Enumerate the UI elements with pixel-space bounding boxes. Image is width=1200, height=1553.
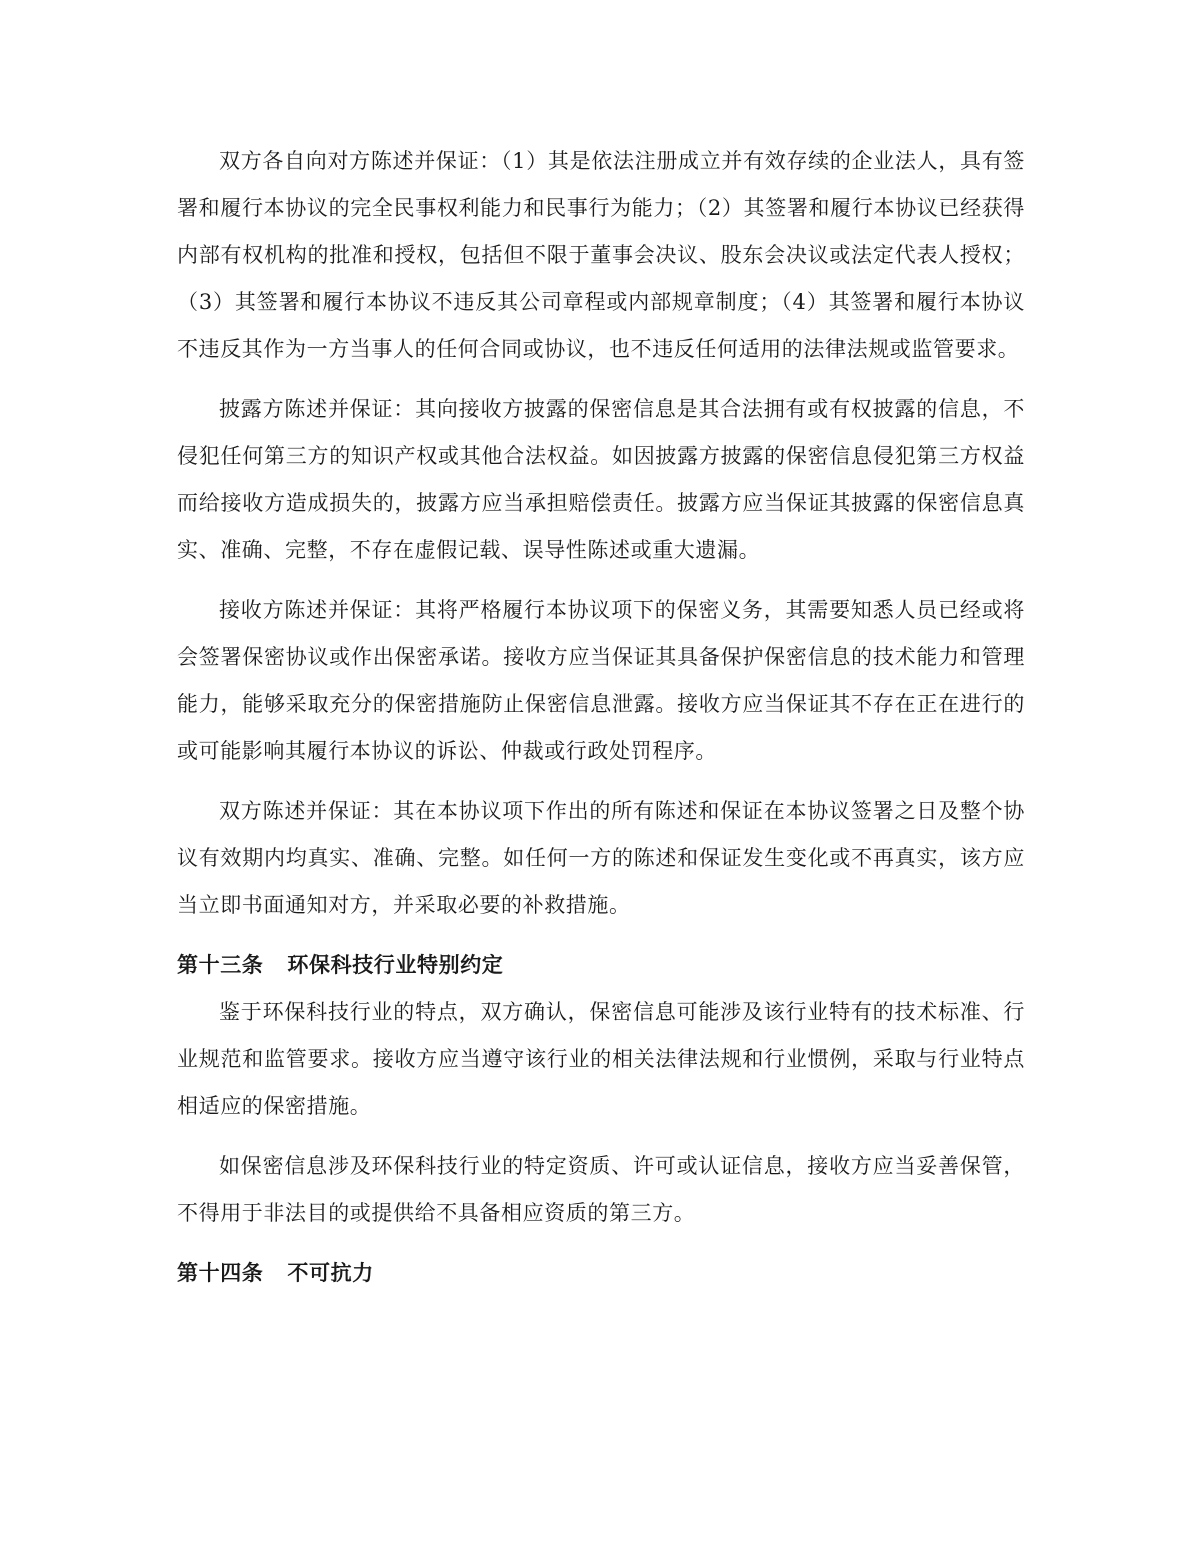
paragraph-recipient-representations: 接收方陈述并保证：其将严格履行本协议项下的保密义务，其需要知悉人员已经或将会签署保密协议或作出保密承诺。接收方应当保证其具备保护保密信息的技术能力和管理能力，能够采取充分的保密措施防止保密信息泄露。接收方应当保证其不存在正在进行的或可能影响其履行本协议的诉讼、仲裁或行政处罚程序。 xyxy=(177,598,1025,763)
document-page xyxy=(177,138,1025,1297)
article-13-paragraph-1: 鉴于环保科技行业的特点，双方确认，保密信息可能涉及该行业特有的技术标准、行业规范和监管要求。接收方应当遵守该行业的相关法律法规和行业惯例，采取与行业特点相适应的保密措施。 xyxy=(177,1000,1025,1118)
paragraph-mutual-representations: 双方各自向对方陈述并保证：（1）其是依法注册成立并有效存续的企业法人，具有签署和履行本协议的完全民事权利能力和民事行为能力；（2）其签署和履行本协议已经获得内部有权机构的批准和授权，包括但不限于董事会决议、股东会决议或法定代表人授权；（3）其签署和履行本协议不违反其公司章程或内部规章制度；（4）其签署和履行本协议不违反其作为一方当事人的任何合同或协议，也不违反任何适用的法律法规或监管要求。 xyxy=(177,149,1025,361)
paragraph-discloser-representations: 披露方陈述并保证：其向接收方披露的保密信息是其合法拥有或有权披露的信息，不侵犯任何第三方的知识产权或其他合法权益。如因披露方披露的保密信息侵犯第三方权益而给接收方造成损失的，披露方应当承担赔偿责任。披露方应当保证其披露的保密信息真实、准确、完整，不存在虚假记载、误导性陈述或重大遗漏。 xyxy=(177,397,1025,562)
article-13-title: 环保科技行业特别约定 xyxy=(287,953,504,977)
article-14-heading xyxy=(177,1250,1025,1297)
article-13-number: 第十三条 xyxy=(177,953,264,977)
paragraph-continuing-representations: 双方陈述并保证：其在本协议项下作出的所有陈述和保证在本协议签署之日及整个协议有效期内均真实、准确、完整。如任何一方的陈述和保证发生变化或不再真实，该方应当立即书面通知对方，并采取必要的补救措施。 xyxy=(177,799,1025,917)
article-14-number: 第十四条 xyxy=(177,1261,264,1285)
article-13-paragraph-2: 如保密信息涉及环保科技行业的特定资质、许可或认证信息，接收方应当妥善保管，不得用于非法目的或提供给不具备相应资质的第三方。 xyxy=(177,1154,1025,1225)
article-14-title: 不可抗力 xyxy=(287,1261,374,1285)
article-13-heading xyxy=(177,942,1025,989)
